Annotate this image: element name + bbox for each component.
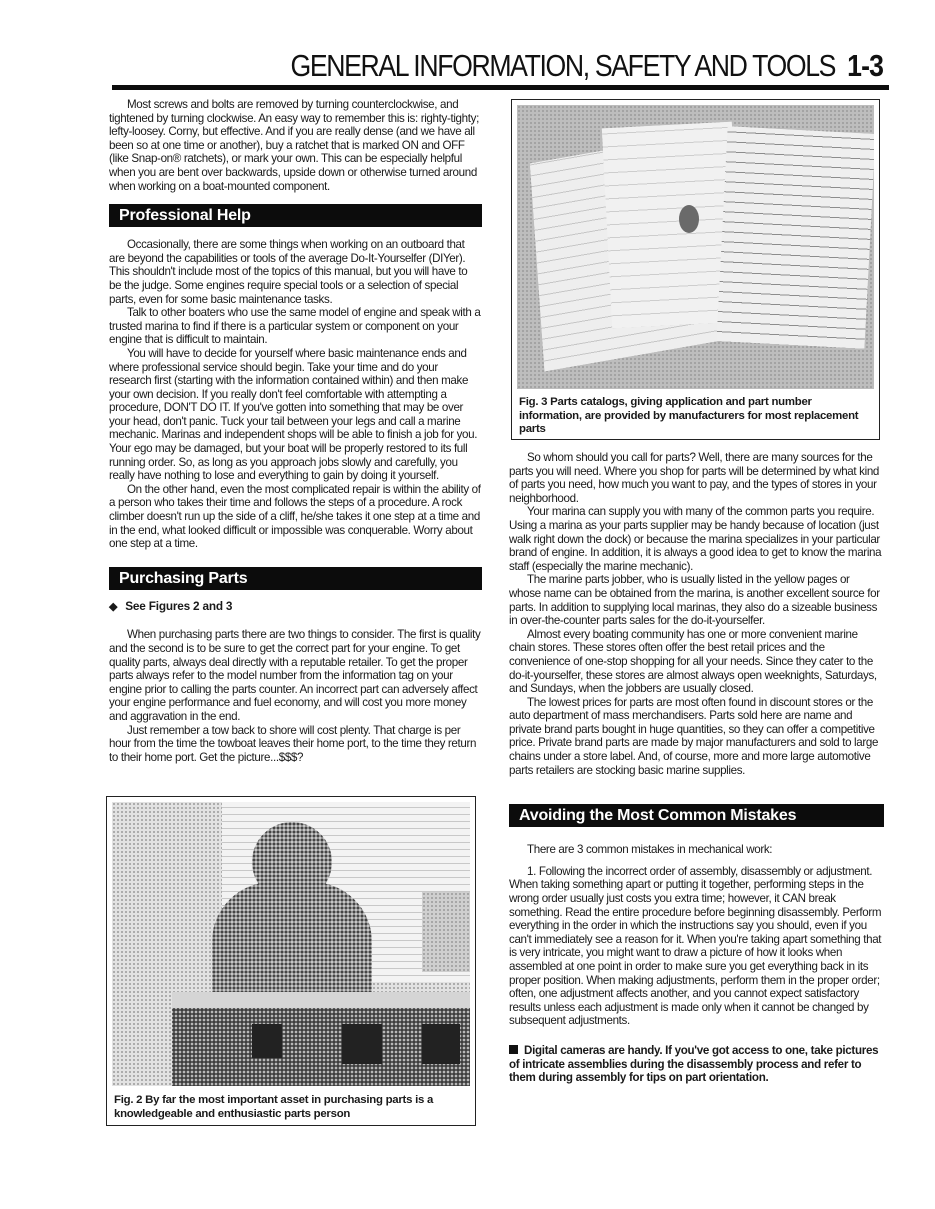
paragraph: Occasionally, there are some things when working on an outboard that are beyond the capabilities or tools of the average Do-It-Yourselfer (DIYer). This shouldn't include most of the topics of this manual, but you will have to be the judge. Some engines require special tools or a selection of special parts, even for some basic maintenance tasks. [109, 238, 468, 306]
section-heading-avoiding-mistakes: Avoiding the Most Common Mistakes [509, 804, 884, 827]
paragraph: Almost every boating community has one or more convenient marine chain stores. These stores often offer the best retail prices and the convenience of one-stop shopping for all your needs. Since they cater to the do-it-yourselfer, these stores are almost always open weeknights, Saturdays, and Sundays, when the jobbers are usually closed. [509, 627, 877, 696]
figure-3-caption: Fig. 3 Parts catalogs, giving application and part number information, are provided by manufacturers for most replacement parts [519, 396, 859, 435]
paragraph: So whom should you call for parts? Well, there are many sources for the parts you will need. Where you shop for parts will be determined by what kind of parts you need, how much you want to pay, and the types of stores in your neighborhood. [509, 451, 880, 505]
chapter-title [290, 48, 883, 84]
header-rule [112, 85, 889, 90]
tip-text: Digital cameras are handy. If you've got access to one, take pictures of intricate assemblies during the disassembly process and refer to them during assembly for tips on part orientation. [509, 1043, 879, 1085]
mistakes-intro: There are 3 common mistakes in mechanical work: [527, 843, 773, 857]
figure-2-caption: Fig. 2 By far the most important asset in purchasing parts is a knowledgeable and enthusiastic parts person [114, 1094, 434, 1120]
figure-3-photo [517, 105, 874, 389]
see-figures-text: See Figures 2 and 3 [125, 598, 233, 613]
page-number: 1-3 [847, 48, 883, 83]
paragraph: Your marina can supply you with many of the common parts you require. Using a marina as your parts supplier may be handy because of location (just walk right down the dock) or because the marina specializes in your particular brand of engine. In addition, it is always a good idea to get to know the marina staff (especially the marine mechanic). [509, 505, 882, 573]
left-column [109, 98, 482, 764]
right-column [509, 451, 884, 1085]
paragraph: The marine parts jobber, who is usually listed in the yellow pages or whose name can be obtained from the marina, is another excellent source for parts. In addition to supplying local marinas, they also do a sizeable business in over-the-counter parts sales for the do-it-yourselfer. [509, 573, 880, 628]
paragraph: When purchasing parts there are two things to consider. The first is quality and the second is to be sure to get the correct part for your engine. To get quality parts, always deal directly with a reputable retailer. To get the proper parts always refer to the model number from the information tag on your engine prior to calling the parts counter. An incorrect part can adversely affect your engine performance and fuel economy, and will cost you more money and aggravation in the end. [109, 628, 481, 723]
see-figures-reference [109, 600, 482, 615]
paragraph: Just remember a tow back to shore will cost plenty. That charge is per hour from the time the towboat leaves their home port, to the time they return to their home port. Get the picture...$$$? [109, 723, 477, 764]
mistake-item-1: 1. Following the incorrect order of assembly, disassembly or adjustment. When taking something apart or putting it together, performing steps in the wrong order usually just costs you extra time; however, it CAN break something. Read the entire procedure before beginning disassembly. Perform everything in the order in which the instructions say you should, even if you can't immediately see a reason for it. When you're taking apart something that is very intricate, you might want to draw a picture of how it looks when assembled at one point in order to make sure you get everything back in its proper position. When making adjustments, perform them in the proper order; often, one adjustment affects another, and you cannot expect satisfactory results unless each adjustment is made only when it cannot be changed by subsequent adjustments. [509, 864, 882, 1028]
paragraph: On the other hand, even the most complicated repair is within the ability of a person who takes their time and follows the steps of a procedure. A rock climber doesn't run up the side of a cliff, he/she takes it one step at a time and in the end, what looked difficult or impossible was conquerable. Worry about one step at a time. [109, 482, 481, 551]
paragraph: You will have to decide for yourself where basic maintenance ends and where professional service should begin. Take your time and do your research first (starting with the information contained within) and then make your own decision. If you really don't feel comfortable with attempting a procedure, DON'T DO IT. If you've gotten into something that may be over your head, don't panic. Tuck your tail between your legs and call a marine mechanic. Marinas and independent shops will be able to finish a job for you. Your ego may be damaged, but your boat will be properly restored to its full running order. So, as long as you approach jobs slowly and carefully, you really have nothing to lose and everything to gain by doing it yourself. [109, 346, 478, 483]
page-header [0, 0, 935, 90]
diamond-bullet-icon: ◆ [109, 600, 118, 613]
paragraph: Talk to other boaters who use the same model of engine and speak with a trusted marina to find if there is a particular system or component on your engine that is difficult to maintain. [109, 306, 481, 347]
figure-2-photo [112, 802, 470, 1086]
square-bullet-icon [509, 1045, 518, 1054]
section-heading-purchasing-parts: Purchasing Parts [109, 567, 482, 590]
chapter-title-text: GENERAL INFORMATION, SAFETY AND TOOLS [290, 48, 836, 83]
section-heading-professional-help: Professional Help [109, 204, 482, 227]
intro-paragraph: Most screws and bolts are removed by turning counterclockwise, and tightened by turning clockwise. An easy way to remember this is: righty-tighty; lefty-loosey. Corny, but effective. And if you are really dense (and we have all been so at one time or another), buy a ratchet that is marked ON and OFF (like Snap-on® ratchets), or mark your own. This can be especially helpful when you are bent over backwards, upside down or otherwise turned around when working on a boat-mounted component. [109, 98, 479, 193]
catalog-right-page [716, 126, 874, 348]
figure-2 [106, 796, 476, 1126]
figure-3 [511, 99, 880, 440]
tip-note [509, 1044, 884, 1085]
paragraph: The lowest prices for parts are most often found in discount stores or the auto department of mass merchandisers. Parts sold here are name and private brand parts bought in huge quantities, so they can offer a competitive price. Private brand parts are made by major manufacturers and sold to large chains under a store label. And, of course, more and more large automotive parts retailers are stocking basic marine supplies. [509, 695, 879, 777]
